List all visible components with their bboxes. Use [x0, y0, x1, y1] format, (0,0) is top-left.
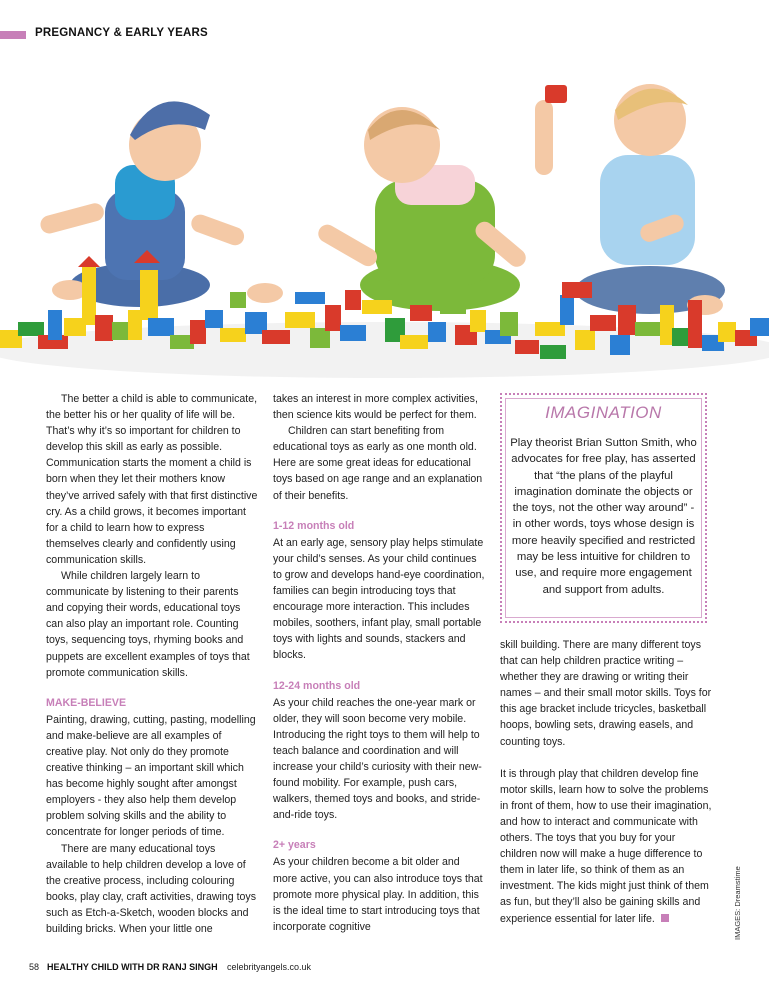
- article-column-3: [500, 637, 712, 927]
- sidebox-title: IMAGINATION: [545, 403, 662, 422]
- child-left-figure: [38, 101, 283, 307]
- paragraph: Painting, drawing, cutting, pasting, modelling and make-believe are all examples of creative play. Not only do they promote creative thinking – an important skill which has become highly sought after amongst employers - they also help them develop problem solving skills and the ability to concentrate for longer periods of time.: [46, 713, 256, 839]
- end-of-article-mark: [661, 914, 669, 922]
- paragraph: At an early age, sensory play helps stimulate your child’s senses. As your child continues to grow and develops hand-eye coordination, families can begin introducing toys that encourage more interaction. This includes mobiles, soothers, infant play, small portable toys with lights and sounds, stackers and blocks.: [273, 536, 485, 662]
- paragraph: Children can start benefiting from educational toys as early as one month old. Here are some great ideas for educational toys based on age range and an explanation of their benefits.: [273, 425, 483, 502]
- paragraph: While children largely learn to communicate by listening to their parents and copying their words, educational toys can also play an important role. Counting toys, sequencing toys, rhyming books and puppets are excellent examples of toys that promote communication skills.: [46, 570, 250, 679]
- article-column-2: [273, 391, 485, 935]
- paragraph: There are many educational toys available to help children develop a love of the creative process, including colouring books, play clay, craft activities, drawing toys such as Etch-a-Sketch, wooden blocks and building bricks. When your little one: [46, 842, 256, 935]
- page-number: 58: [29, 962, 40, 972]
- paragraph: takes an interest in more complex activities, then science kits would be perfect for them.: [273, 393, 478, 422]
- sidebox-text: Play theorist Brian Sutton Smith, who advocates for free play, has asserted that “the plans of the playful imagination dominate the objects or the toys, not the other way around” - in other words, toys whose design is more heavily specified and restricted may be less intuitive for children to use, and require more engagement and support from adults.: [510, 437, 697, 596]
- article-column-1: [46, 391, 258, 937]
- subheading-2-plus-years: 2+ years: [273, 839, 316, 852]
- paragraph: As your children become a bit older and more active, you can also introduce toys that promote more physical play. In addition, this is the ideal time to start introducing toys that incorporate cognitive: [273, 856, 483, 933]
- paragraph: skill building. There are many different toys that can help children practice writing – whether they are drawing or writing their names – and their small motor skills. Toys for this age bracket include tricycles, basketball hoops, bowling sets, drawing easels, and counting toys.: [500, 639, 712, 748]
- paragraph: It is through play that children develop fine motor skills, learn how to solve the problems in front of them, how to use their imagination, and how to interact and communicate with others. The toys that you buy for your children now will make a huge difference to them in later life, so think of them as an investment. The kids might just think of them as fun, but they’ll also be gaining skills and experience essential for later life.: [500, 767, 712, 925]
- section-marker: [0, 31, 26, 39]
- image-credit: IMAGES: Dreamstime: [733, 866, 742, 940]
- subheading-1-12-months: 1-12 months old: [273, 519, 355, 532]
- child-middle-figure: [315, 107, 529, 311]
- subheading-12-24-months: 12-24 months old: [273, 679, 361, 692]
- child-right-figure: [535, 84, 725, 315]
- imagination-sidebox: [500, 393, 707, 623]
- paragraph: As your child reaches the one-year mark or older, they will soon become very mobile. Introducing the right toys to them will help to teach balance and coordination and will increase your child’s curiosity with their new-found mobility. For example, push cars, walkers, themed toys and books, and stride-and-ride toys.: [273, 696, 482, 822]
- publication-title: HEALTHY CHILD WITH DR RANJ SINGH: [47, 962, 218, 972]
- section-title: PREGNANCY & EARLY YEARS: [35, 27, 208, 39]
- paragraph: The better a child is able to communicate, the better his or her quality of life will be. That’s why it’s so important for children to develop this skill as early as possible. Communication starts the moment a child is born when they let their mothers know they’ve arrived safely with that first distinctive cry. As a child grows, it becomes important for a child to learn how to express themselves clearly and confidently using communication skills.: [46, 393, 258, 566]
- subheading-make-believe: MAKE-BELIEVE: [46, 696, 127, 709]
- website-url: celebrityangels.co.uk: [227, 962, 312, 972]
- hero-photo-toddlers-playing-blocks: [0, 60, 769, 378]
